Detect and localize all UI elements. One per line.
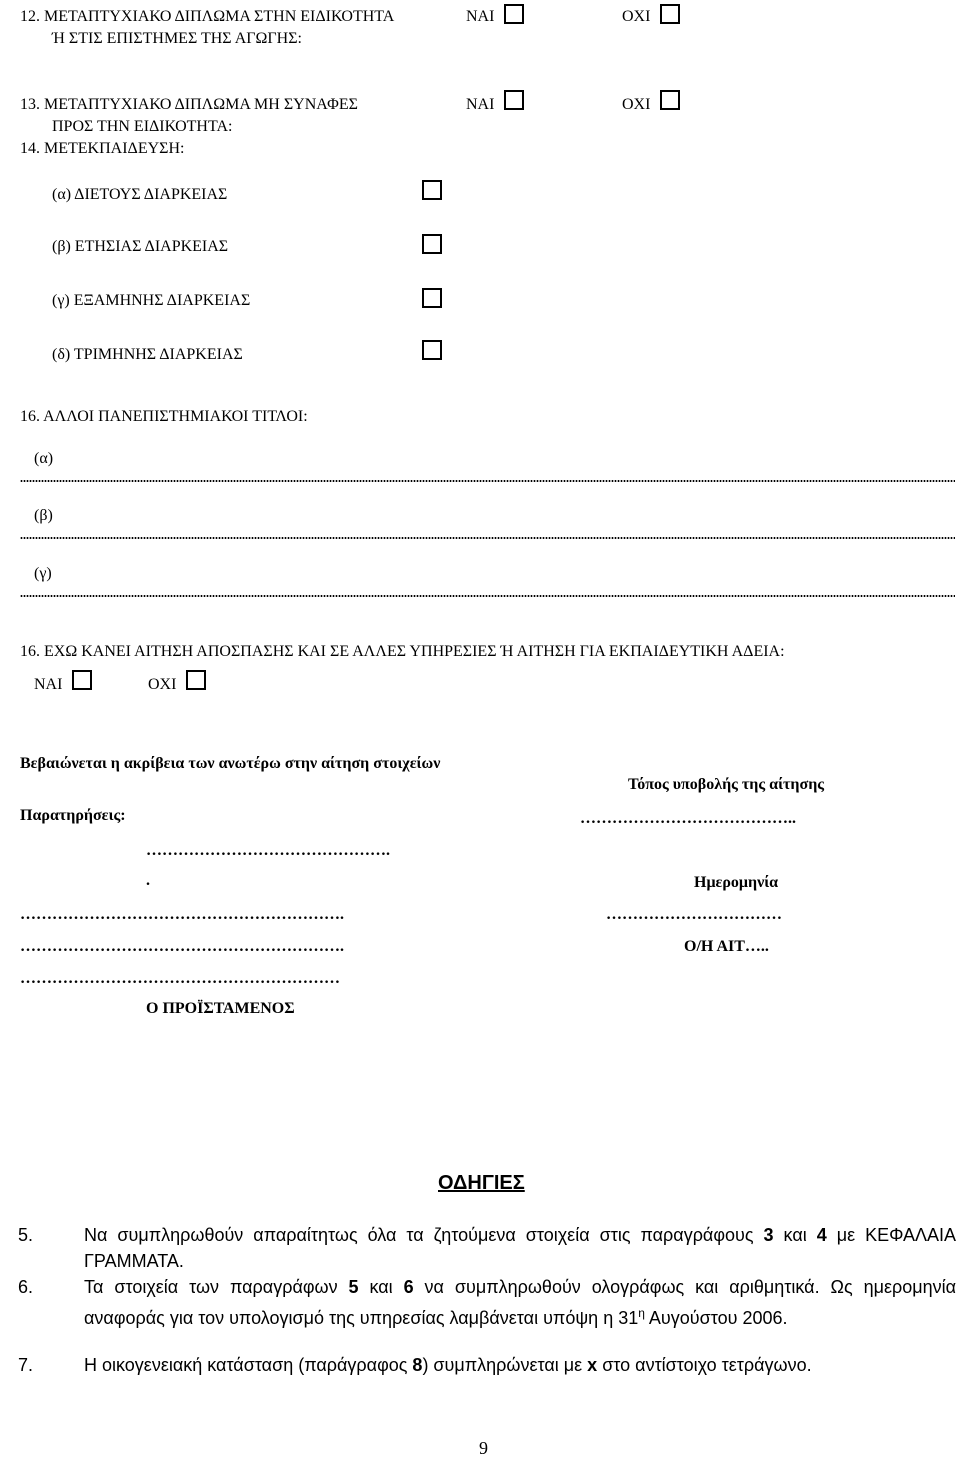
q16a-item-b-dotted-line[interactable] [20,535,955,541]
q16a-item-a-label: (α) [34,450,54,467]
q12-yes-checkbox[interactable] [504,4,524,24]
q16b-no-label: ΟΧΙ [148,676,177,693]
instruction-6-text: Τα στοιχεία των παραγράφων 5 και 6 να συμπληρωθούν ολογράφως και αριθμητικά. Ως ημερομηνία αναφοράς για τον υπολογισμό της υπηρεσίας λαμβάνεται υπόψη η $31^\eta$ Αυγούστου 2006. [84,1277,957,1328]
q13-line2: ΠΡΟΣ ΤΗΝ ΕΙΔΙΚΟΤΗΤΑ: [52,118,233,135]
q14-option-b: (β) ΕΤΗΣΙΑΣ ΔΙΑΡΚΕΙΑΣ [52,238,229,255]
remarks-dots-2[interactable]: ……………………………………………………. [20,906,344,923]
date-dots[interactable]: …………………………… [606,906,782,923]
q13-no-checkbox[interactable] [660,90,680,110]
supervisor-label: Ο ΠΡΟΪΣΤΑΜΕΝΟΣ [146,1000,295,1017]
date-label: Ημερομηνία [694,874,779,891]
q14-option-c: (γ) ΕΞΑΜΗΝΗΣ ΔΙΑΡΚΕΙΑΣ [52,292,251,309]
instructions-title: ΟΔΗΓΙΕΣ [438,1172,525,1194]
q12-line2: Ή ΣΤΙΣ ΕΠΙΣΤΗΜΕΣ ΤΗΣ ΑΓΩΓΗΣ: [52,30,302,47]
instruction-5-number: 5. [18,1225,34,1245]
q13-no-label: ΟΧΙ [622,96,651,113]
q14-option-a-checkbox[interactable] [422,180,442,200]
q13-yes-label: ΝΑΙ [466,96,495,113]
instruction-7-text: Η οικογενειακή κατάσταση (παράγραφος 8) συμπληρώνεται με x στο αντίστοιχο τετράγωνο. [84,1355,812,1375]
q12-yes-label: ΝΑΙ [466,8,495,25]
q12-no-label: ΟΧΙ [622,8,651,25]
q14-title: 14. ΜΕΤΕΚΠΑΙΔΕΥΣΗ: [20,140,185,157]
instruction-7-number: 7. [18,1355,34,1375]
instruction-5-text: Να συμπληρωθούν απαραίτητως όλα τα ζητούμενα στοιχεία στις παραγράφους 3 και 4 με ΚΕΦΑΛΑΙΑ ΓΡΑΜΜΑΤΑ. [84,1225,956,1271]
q16a-title: 16. ΑΛΛΟΙ ΠΑΝΕΠΙΣΤΗΜΙΑΚΟΙ ΤΙΤΛΟΙ: [20,408,308,425]
q16b-no-checkbox[interactable] [186,670,206,690]
q16b-yes-checkbox[interactable] [72,670,92,690]
q13-yes-checkbox[interactable] [504,90,524,110]
q14-option-d-checkbox[interactable] [422,340,442,360]
remarks-dots-3[interactable]: ……………………………………………………. [20,938,344,955]
q13-line1: 13. ΜΕΤΑΠΤΥΧΙΑΚΟ ΔΙΠΛΩΜΑ ΜΗ ΣΥΝΑΦΕΣ [20,96,358,113]
verification-statement: Βεβαιώνεται η ακρίβεια των ανωτέρω στην αίτηση στοιχείων [20,755,441,772]
q14-option-c-checkbox[interactable] [422,288,442,308]
q12-line1: 12. ΜΕΤΑΠΤΥΧΙΑΚΟ ΔΙΠΛΩΜΑ ΣΤΗΝ ΕΙΔΙΚΟΤΗΤΑ [20,8,395,25]
remarks-dots-4[interactable]: …………………………………………………… [20,970,340,987]
q14-option-a: (α) ΔΙΕΤΟΥΣ ΔΙΑΡΚΕΙΑΣ [52,186,228,203]
remarks-dots-1b: . [146,872,150,889]
q16b-yes-label: ΝΑΙ [34,676,63,693]
q16a-item-b-label: (β) [34,507,53,524]
q16a-item-c-dotted-line[interactable] [20,593,955,599]
q12-no-checkbox[interactable] [660,4,680,24]
instruction-6-number: 6. [18,1277,34,1297]
q14-option-b-checkbox[interactable] [422,234,442,254]
q14-option-d: (δ) ΤΡΙΜΗΝΗΣ ΔΙΑΡΚΕΙΑΣ [52,346,243,363]
q16a-item-a-dotted-line[interactable] [20,478,955,484]
q16a-item-c-label: (γ) [34,565,52,582]
place-label: Τόπος υποβολής της αίτησης [628,776,825,793]
q16b-title: 16. ΕΧΩ ΚΑΝΕΙ ΑΙΤΗΣΗ ΑΠΟΣΠΑΣΗΣ ΚΑΙ ΣΕ ΑΛΛΕΣ ΥΠΗΡΕΣΙΕΣ Ή ΑΙΤΗΣΗ ΓΙΑ ΕΚΠΑΙΔΕΥΤΙΚΗ ΑΔΕΙΑ: [20,643,785,660]
remarks-dots-1[interactable]: ………………………………………. [146,842,390,859]
remarks-label: Παρατηρήσεις: [20,807,126,824]
applicant-label: Ο/Η ΑΙΤ….. [684,938,769,955]
place-dots[interactable]: ………………………………….. [580,810,796,827]
page-number: 9 [479,1438,488,1458]
